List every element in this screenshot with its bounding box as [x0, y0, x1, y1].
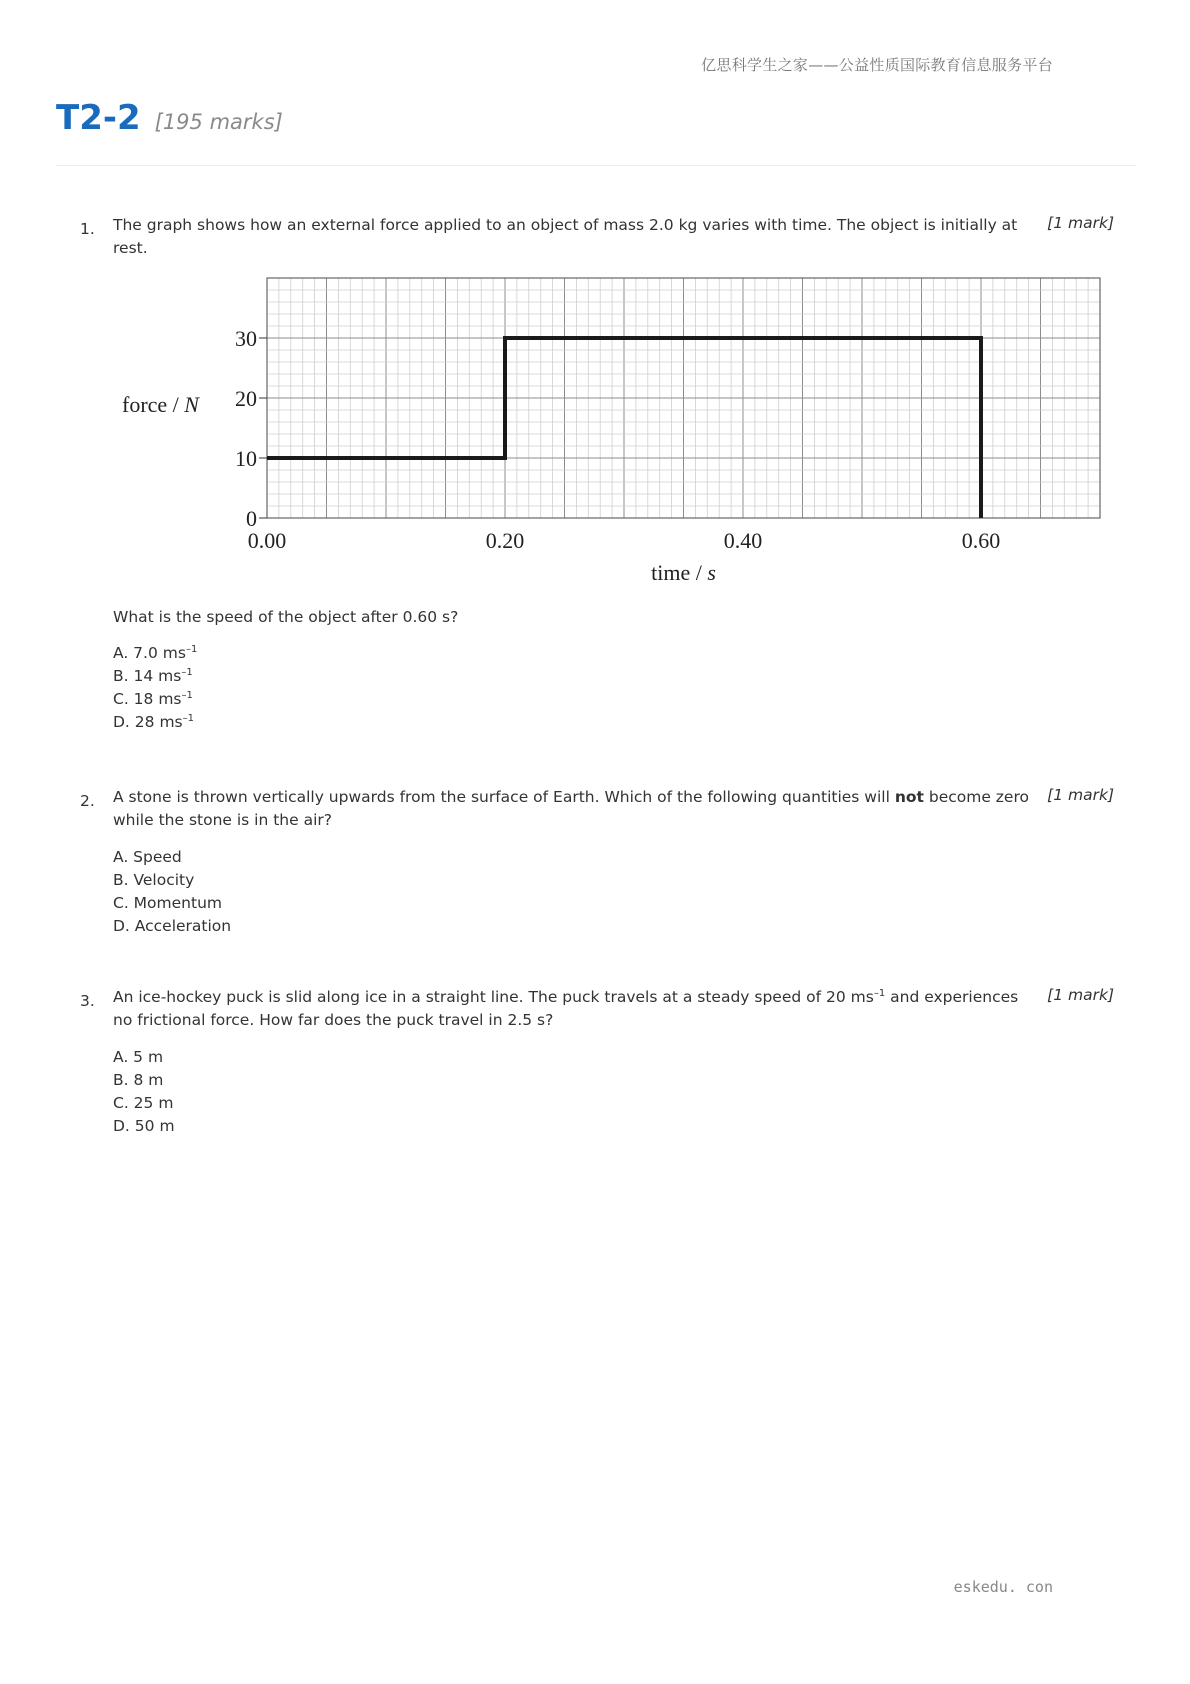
options-list — [113, 1046, 175, 1138]
y-axis-label — [122, 392, 200, 417]
y-tick-label: 0 — [246, 506, 257, 531]
question-marks: [1 mark] — [1047, 986, 1114, 1004]
header-note: 亿思科学生之家——公益性质国际教育信息服务平台 — [701, 56, 1053, 74]
footer-site: eskedu. con — [953, 1578, 1053, 1596]
options-list — [113, 846, 231, 938]
option-d[interactable]: D. 50 m — [113, 1117, 175, 1135]
total-marks: [195 marks] — [154, 110, 283, 134]
title-divider — [56, 165, 1136, 166]
option-c[interactable] — [113, 688, 197, 711]
question-prompt: What is the speed of the object after 0.60 s? — [113, 608, 459, 626]
question-number: 3. — [80, 992, 95, 1010]
option-d-sup: –1 — [182, 713, 194, 724]
x-tick-label: 0.40 — [723, 528, 763, 553]
question-marks: [1 mark] — [1047, 214, 1114, 232]
option-d[interactable]: D. Acceleration — [113, 917, 232, 935]
option-c[interactable]: C. Momentum — [113, 894, 222, 912]
option-b-text: B. 14 ms — [113, 667, 182, 685]
question-text — [113, 786, 1033, 832]
option-b[interactable]: B. Velocity — [113, 871, 195, 889]
page-title: T2-2 — [56, 98, 141, 138]
options-list — [113, 642, 197, 734]
text-sup: –1 — [873, 988, 886, 999]
y-tick-label: 10 — [235, 446, 257, 471]
option-c-sup: –1 — [181, 690, 193, 701]
option-d-text: D. 28 ms — [113, 713, 183, 731]
x-tick-label: 0.00 — [247, 528, 287, 553]
y-tick-label: 20 — [235, 386, 257, 411]
option-a[interactable]: A. Speed — [113, 848, 182, 866]
option-a[interactable]: A. 5 m — [113, 1048, 164, 1066]
text-part: and experiences no frictional force. How far does the puck travel in 2.5 s? — [113, 988, 1019, 1029]
question-text — [113, 986, 1033, 1032]
title-row — [56, 98, 283, 138]
question-text: The graph shows how an external force applied to an object of mass 2.0 kg varies with time. The object is initially at rest. — [113, 216, 1018, 257]
option-b-sup: –1 — [181, 667, 193, 678]
x-axis-label-unit: s — [707, 560, 716, 585]
y-tick-label: 30 — [235, 326, 257, 351]
text-part: A stone is thrown vertically upwards from the surface of Earth. Which of the following quantities will — [113, 788, 895, 806]
option-b[interactable]: B. 8 m — [113, 1071, 164, 1089]
option-b[interactable] — [113, 665, 197, 688]
text-part: An ice-hockey puck is slid along ice in a straight line. The puck travels at a steady speed of 20 ms — [113, 988, 874, 1006]
option-d[interactable] — [113, 711, 197, 734]
option-a-sup: –1 — [185, 644, 198, 655]
x-tick-label: 0.60 — [961, 528, 1001, 553]
text-emphasis: not — [894, 788, 924, 806]
text-part: become zero while the stone is in the air? — [113, 788, 1029, 829]
option-c-text: C. 18 ms — [113, 690, 182, 708]
force-time-graph — [110, 276, 1110, 596]
question-number: 1. — [80, 220, 95, 238]
x-tick-label: 0.20 — [485, 528, 525, 553]
question-marks: [1 mark] — [1047, 786, 1114, 804]
question-number: 2. — [80, 792, 95, 810]
x-axis-label-main: time / — [651, 560, 708, 585]
option-a[interactable] — [113, 642, 197, 665]
option-c[interactable]: C. 25 m — [113, 1094, 174, 1112]
option-a-text: A. 7.0 ms — [113, 644, 186, 662]
x-axis-label — [651, 560, 716, 585]
chart-svg — [110, 276, 1110, 596]
y-axis-label-unit: N — [184, 392, 199, 417]
y-axis-label-main: force / — [122, 392, 185, 417]
